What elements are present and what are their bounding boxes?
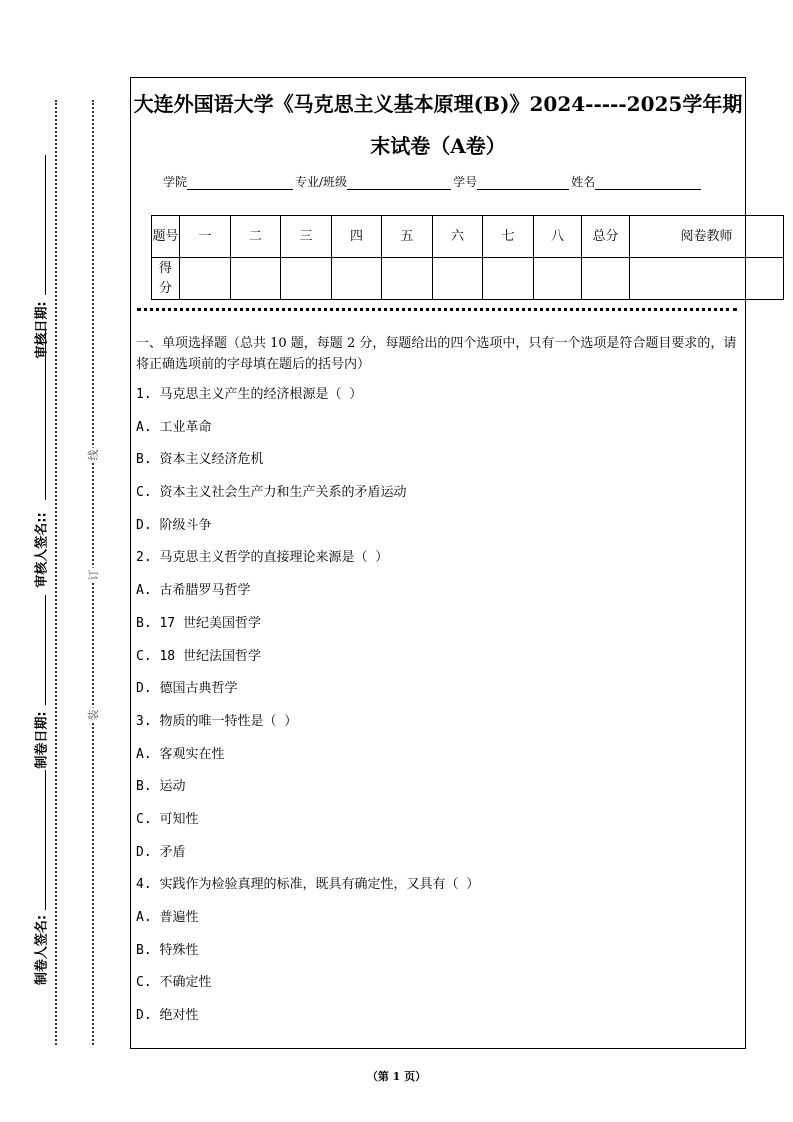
col-header: 总分 xyxy=(582,216,630,258)
col-header: 八 xyxy=(534,216,582,258)
answer-option: D. 矛盾 xyxy=(136,844,186,860)
student-id-field[interactable] xyxy=(477,176,569,190)
page-number: （第 1 页） xyxy=(366,1070,427,1083)
col-header: 阅卷教师 xyxy=(630,216,784,258)
score-cell[interactable] xyxy=(534,258,582,300)
score-cell[interactable] xyxy=(180,258,231,300)
answer-option: A. 古希腊罗马哲学 xyxy=(136,583,251,599)
answer-option: A. 工业革命 xyxy=(136,419,212,435)
row-label: 得分 xyxy=(152,258,180,300)
reviewer-sign-line xyxy=(45,330,46,500)
col-header: 一 xyxy=(180,216,231,258)
name-field[interactable] xyxy=(595,176,701,190)
college-label: 学院 xyxy=(163,175,188,189)
college-field[interactable] xyxy=(187,176,293,190)
question-stem: 1. 马克思主义产生的经济根源是（ ） xyxy=(136,387,363,402)
score-cell[interactable] xyxy=(582,258,630,300)
col-header: 四 xyxy=(332,216,382,258)
answer-option: C. 资本主义社会生产力和生产关系的矛盾运动 xyxy=(136,485,407,501)
major-field[interactable] xyxy=(347,176,451,190)
name-label: 姓名 xyxy=(571,175,596,189)
make-date-line xyxy=(45,595,46,705)
col-header: 七 xyxy=(483,216,534,258)
score-table xyxy=(151,215,784,300)
col-header: 六 xyxy=(433,216,483,258)
col-header: 五 xyxy=(382,216,433,258)
question-stem: 4. 实践作为检验真理的标准，既具有确定性，又具有（ ） xyxy=(136,877,480,893)
answer-option: C. 不确定性 xyxy=(136,975,212,991)
question-stem: 2. 马克思主义哲学的直接理论来源是（ ） xyxy=(136,550,389,566)
score-cell[interactable] xyxy=(332,258,382,300)
binding-mark-ding: 订 xyxy=(87,569,100,581)
col-header: 三 xyxy=(281,216,332,258)
answer-option: A. 普遍性 xyxy=(136,910,199,925)
maker-sign-label: 制卷人签名: xyxy=(34,914,50,986)
separator-dots xyxy=(137,308,737,311)
col-header: 二 xyxy=(231,216,281,258)
review-date-label: 审核日期: xyxy=(34,301,50,359)
score-cell[interactable] xyxy=(630,258,784,300)
make-date-label: 制卷日期: xyxy=(34,711,50,769)
reviewer-sign-label: 审核人签名:: xyxy=(34,512,50,588)
binding-mark-zhuang: 装 xyxy=(87,709,100,721)
review-date-line xyxy=(45,155,46,295)
score-cell[interactable] xyxy=(382,258,433,300)
outer-dotted-line xyxy=(55,100,57,1045)
student-info xyxy=(163,173,703,190)
score-cell[interactable] xyxy=(483,258,534,300)
score-cell[interactable] xyxy=(231,258,281,300)
exam-title-line2: 末试卷（A卷） xyxy=(370,134,506,158)
answer-option: C. 可知性 xyxy=(136,811,199,827)
answer-option: C. 18 世纪法国哲学 xyxy=(136,648,261,664)
answer-option: B. 17 世纪美国哲学 xyxy=(136,615,261,631)
answer-option: B. 资本主义经济危机 xyxy=(136,452,264,468)
row-label: 题号 xyxy=(152,216,180,258)
question-section xyxy=(136,333,740,1039)
major-label: 专业/班级 xyxy=(295,175,348,189)
section-heading: 一、单项选择题（总共 10 题，每题 2 分，每题给出的四个选项中，只有一个选项是符合题目要求的，请将正确选项前的字母填在题后的括号内） xyxy=(136,336,737,372)
answer-option: A. 客观实在性 xyxy=(136,746,225,762)
answer-option: B. 运动 xyxy=(136,779,186,795)
question-stem: 3. 物质的唯一特性是（ ） xyxy=(136,713,298,729)
id-label: 学号 xyxy=(453,175,478,189)
answer-option: B. 特殊性 xyxy=(136,942,199,958)
binding-mark-line: 线 xyxy=(87,449,100,461)
exam-title-line1: 大连外国语大学《马克思主义基本原理(B)》2024-----2025学年期 xyxy=(133,92,743,116)
answer-option: D. 绝对性 xyxy=(136,1008,199,1024)
answer-option: D. 阶级斗争 xyxy=(136,517,212,533)
maker-sign-line xyxy=(45,770,46,910)
answer-option: D. 德国古典哲学 xyxy=(136,681,238,697)
score-cell[interactable] xyxy=(433,258,483,300)
score-cell[interactable] xyxy=(281,258,332,300)
